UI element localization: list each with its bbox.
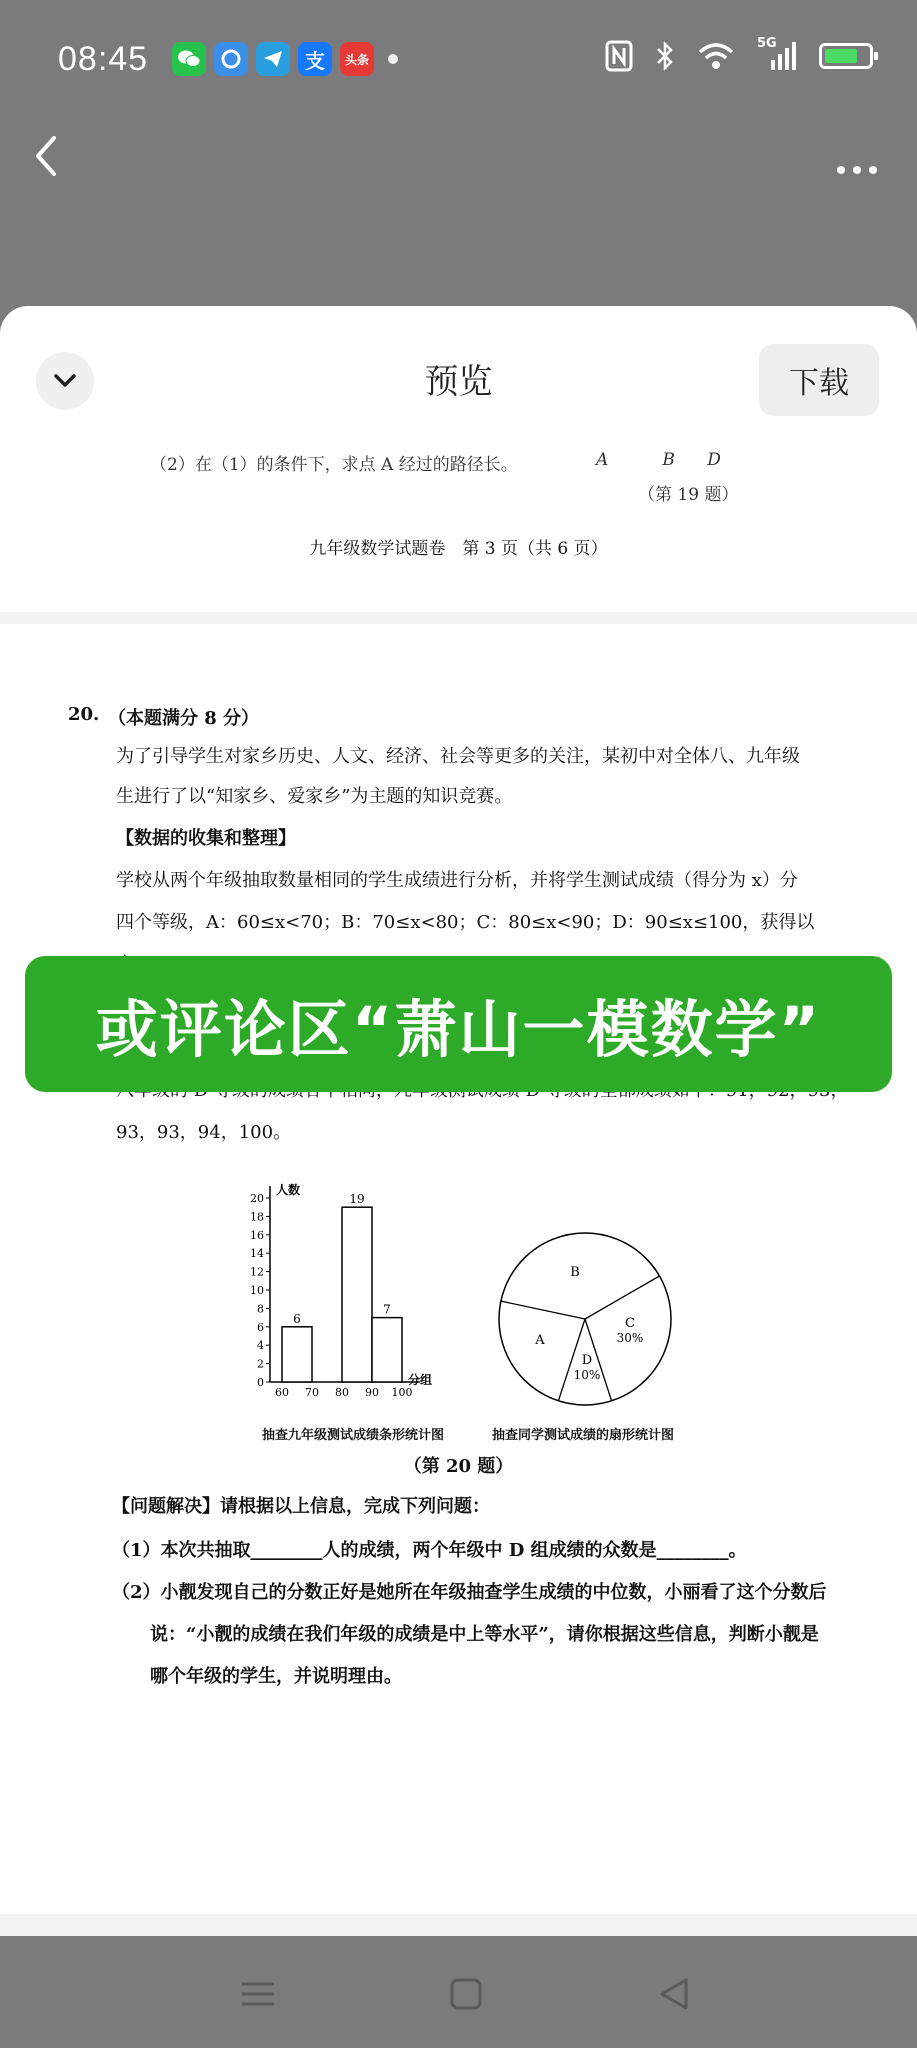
- signal-icon: [757, 36, 797, 72]
- page1-figure-letters: A B D: [596, 450, 721, 470]
- document-page-4: [0, 624, 917, 1914]
- menu-icon: [236, 1972, 280, 2016]
- paragraph-line: 学校从两个年级抽取数量相同的学生成绩进行分析，并将学生测试成绩（得分为 x）分: [116, 870, 798, 891]
- more-options-button[interactable]: [835, 140, 879, 186]
- battery-icon: [819, 43, 873, 69]
- y-tick-label: 0: [257, 1376, 264, 1389]
- x-axis-label: 分组: [408, 1373, 433, 1387]
- more-notifications-dot: [388, 54, 398, 64]
- status-bar: [0, 0, 917, 118]
- more-dots-icon: [835, 164, 879, 176]
- x-tick-label: 90: [365, 1386, 379, 1399]
- paragraph-line: 为了引导学生对家乡历史、人文、经济、社会等更多的关注，某初中对全体八、九年级: [116, 746, 800, 767]
- pie-slice-label: C: [625, 1316, 635, 1331]
- bar: [372, 1318, 402, 1382]
- home-square-icon: [444, 1972, 488, 2016]
- system-nav-bar: [0, 1936, 917, 2048]
- y-tick-label: 6: [257, 1320, 264, 1334]
- bar-value-label: 19: [349, 1192, 365, 1207]
- bluetooth-icon: [655, 40, 675, 72]
- alipay-icon: [298, 42, 332, 76]
- question-part-2-cont: 哪个年级的学生，并说明理由。: [150, 1666, 402, 1687]
- document-page-3: [0, 450, 917, 612]
- chevron-left-icon: [26, 126, 66, 186]
- pie-slice-label: D: [581, 1353, 593, 1368]
- x-tick-label: 80: [335, 1386, 349, 1399]
- y-tick-label: 12: [250, 1265, 264, 1279]
- bar: [342, 1207, 372, 1382]
- y-tick-label: 14: [250, 1247, 264, 1261]
- system-icons: [605, 36, 873, 72]
- y-tick-label: 8: [257, 1302, 264, 1316]
- page-footer: 九年级数学试题卷 第 3 页（共 6 页）: [309, 539, 608, 559]
- network-type: 5G: [757, 36, 777, 51]
- y-tick-label: 2: [257, 1357, 264, 1371]
- page1-figure-caption: （第 19 题）: [638, 485, 739, 505]
- status-time: 08:45: [58, 40, 149, 78]
- back-nav-button[interactable]: [652, 1972, 696, 2016]
- notification-icons: [172, 42, 398, 76]
- question-part-2-cont: 说：“小靓的成绩在我们年级的成绩是中上等水平”，请你根据这些信息，判断小靓是: [150, 1624, 819, 1645]
- y-tick-label: 16: [250, 1228, 264, 1242]
- pie-chart: [490, 1224, 680, 1414]
- figure-title: （第 20 题）: [403, 1456, 514, 1477]
- question-heading: （本题满分 8 分）: [108, 708, 260, 729]
- toutiao-icon: [340, 42, 374, 76]
- y-tick-label: 18: [250, 1210, 264, 1224]
- alipay-glyph: 支: [305, 48, 325, 73]
- y-axis-label: 人数: [276, 1183, 301, 1197]
- x-tick-label: 60: [275, 1386, 289, 1399]
- browser-icon: [214, 42, 248, 76]
- sheet-header: [0, 306, 917, 454]
- telegram-icon: [256, 42, 290, 76]
- pie-slice-label: B: [570, 1265, 580, 1280]
- document-viewer[interactable]: [0, 450, 917, 1936]
- paragraph-line: 四个等级，A：60≤x<70；B：70≤x<80；C：80≤x<90；D：90≤x≤100，获得以: [116, 912, 815, 933]
- bar-value-label: 7: [383, 1302, 391, 1317]
- wechat-icon: [172, 42, 206, 76]
- preview-sheet: [0, 306, 917, 1936]
- page1-text-line: （2）在（1）的条件下，求点 A 经过的路径长。: [150, 455, 518, 475]
- download-button[interactable]: 下载: [759, 344, 879, 416]
- question-part-2: （2）小靓发现自己的分数正好是她所在年级抽查学生成绩的中位数，小丽看了这个分数后: [112, 1582, 827, 1603]
- x-tick-label: 70: [305, 1386, 319, 1399]
- bar-chart-caption: 抽查九年级测试成绩条形统计图: [262, 1428, 445, 1443]
- paragraph-line: 生进行了以“知家乡、爱家乡”为主题的知识竞赛。: [116, 786, 513, 807]
- pie-chart-caption: 抽查同学测试成绩的扇形统计图: [492, 1428, 675, 1443]
- menu-nav-button[interactable]: [236, 1972, 280, 2016]
- bar: [282, 1327, 312, 1382]
- section-heading: 【问题解决】请根据以上信息，完成下列问题：: [112, 1496, 490, 1517]
- pie-slice-percent: 30%: [616, 1331, 644, 1345]
- home-nav-button[interactable]: [444, 1972, 488, 2016]
- promo-banner: 或评论区“萧山一模数学”: [25, 956, 892, 1092]
- back-button[interactable]: [26, 126, 66, 186]
- bar-chart: [232, 1176, 462, 1416]
- section-heading: 【数据的收集和整理】: [116, 828, 296, 849]
- bar-value-label: 6: [293, 1311, 301, 1326]
- wifi-icon: [697, 41, 735, 71]
- question-part-1: （1）本次共抽取________人的成绩，两个年级中 D 组成绩的众数是________。: [112, 1540, 747, 1561]
- pie-slice-percent: 10%: [573, 1368, 601, 1382]
- pie-slice-label: A: [535, 1333, 545, 1348]
- y-tick-label: 20: [250, 1192, 264, 1205]
- sheet-title: 预览: [424, 362, 493, 402]
- y-tick-label: 10: [250, 1284, 264, 1297]
- y-tick-label: 4: [257, 1339, 264, 1353]
- toutiao-glyph: 头条: [344, 52, 369, 67]
- paragraph-line: 93，93，94，100。: [116, 1122, 292, 1143]
- x-tick-label: 100: [391, 1386, 413, 1399]
- back-triangle-icon: [652, 1972, 696, 2016]
- question-number: 20.: [68, 704, 100, 725]
- nfc-icon: [605, 40, 633, 72]
